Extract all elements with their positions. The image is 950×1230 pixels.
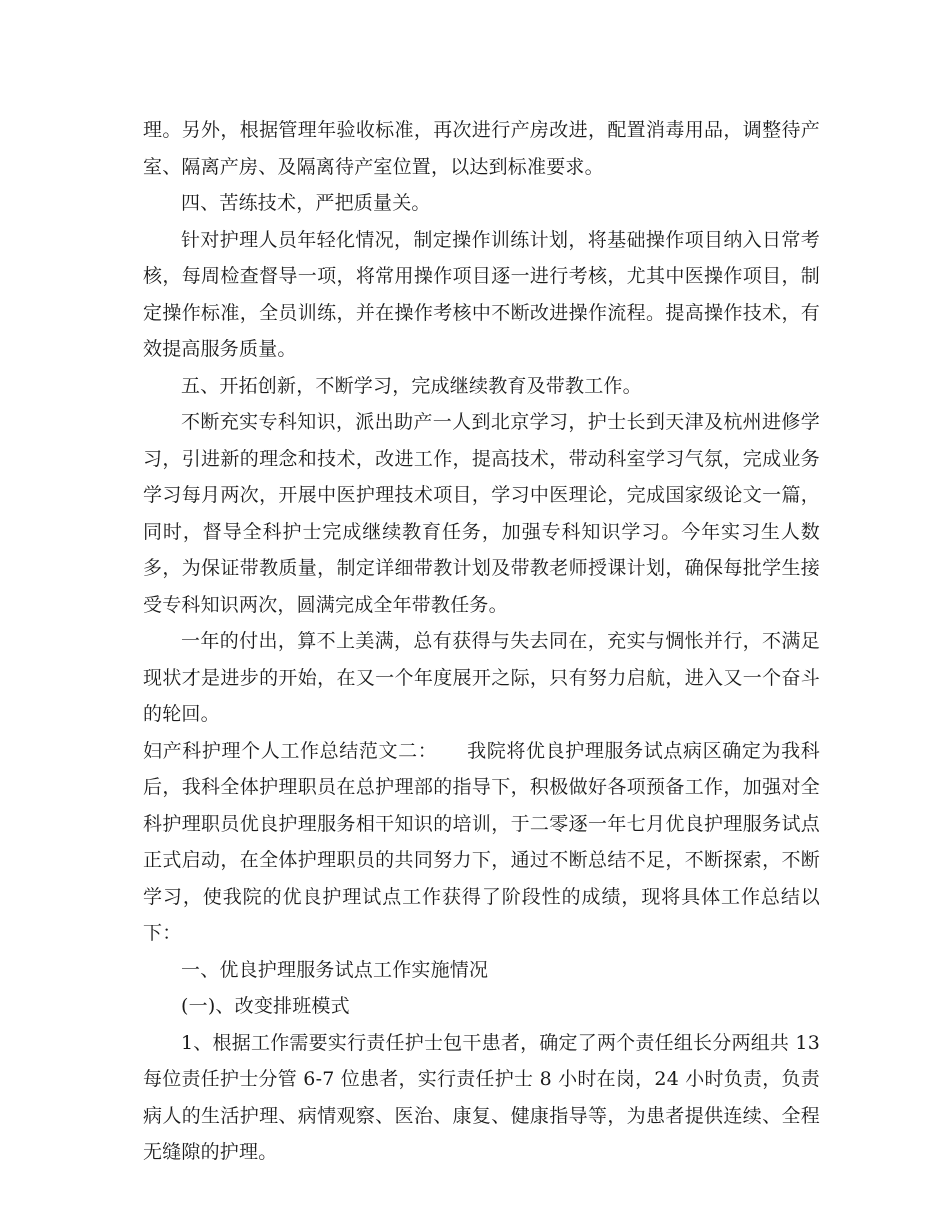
paragraph: 一年的付出，算不上美满，总有获得与失去同在，充实与惆怅并行，不满足现状才是进步的开始，在又一个年度展开之际，只有努力启航，进入又一个奋斗的轮回。 [143, 630, 820, 725]
section-heading: 一、优良护理服务试点工作实施情况 [181, 958, 489, 981]
paragraph: 理。另外，根据管理年验收标准，再次进行产房改进，配置消毒用品，调整待产室、隔离产房、及隔离待产室位置，以达到标准要求。 [143, 119, 820, 178]
paragraph: 不断充实专科知识，派出助产一人到北京学习，护士长到天津及杭州进修学习，引进新的理念和技术，改进工作，提高技术，带动科室学习气氛，完成业务学习每月两次，开展中医护理技术项目，学习中医理论，完成国家级论文一篇，同时，督导全科护士完成继续教育任务，加强专科知识学习。今年实习生人数多，为保证带教质量，制定详细带教计划及带教老师授课计划，确保每批学生接受专科知识两次，圆满完成全年带教任务。 [143, 411, 820, 616]
paragraph: 针对护理人员年轻化情况，制定操作训练计划，将基础操作项目纳入日常考核，每周检查督导一项，将常用操作项目逐一进行考核，尤其中医操作项目，制定操作标准，全员训练，并在操作考核中不断改进操作流程。提高操作技术，有效提高服务质量。 [143, 228, 820, 360]
paragraph: 妇产科护理个人工作总结范文二： 我院将优良护理服务试点病区确定为我科后，我科全体护理职员在总护理部的指导下，积极做好各项预备工作，加强对全科护理职员优良护理服务相干知识的培训，于二零逐一年七月优良护理服务试点正式启动，在全体护理职员的共同努力下，通过不断总结不足，不断探索，不断学习，使我院的优良护理试点工作获得了阶段性的成绩，现将具体工作总结以下： [143, 739, 820, 944]
document-body [143, 112, 820, 1171]
paragraph: 1、根据工作需要实行责任护士包干患者，确定了两个责任组长分两组共 13 每位责任护士分管 6-7 位患者，实行责任护士 8 小时在岗，24 小时负责，负责病人的生活护理、病情观察、医治、康复、健康指导等，为患者提供连续、全程无缝隙的护理。 [143, 1031, 820, 1163]
section-heading: 四、苦练技术，严把质量关。 [181, 192, 431, 214]
subsection-heading: (一)、改变排班模式 [181, 995, 350, 1017]
section-heading: 五、开拓创新，不断学习，完成继续教育及带教工作。 [181, 374, 642, 397]
